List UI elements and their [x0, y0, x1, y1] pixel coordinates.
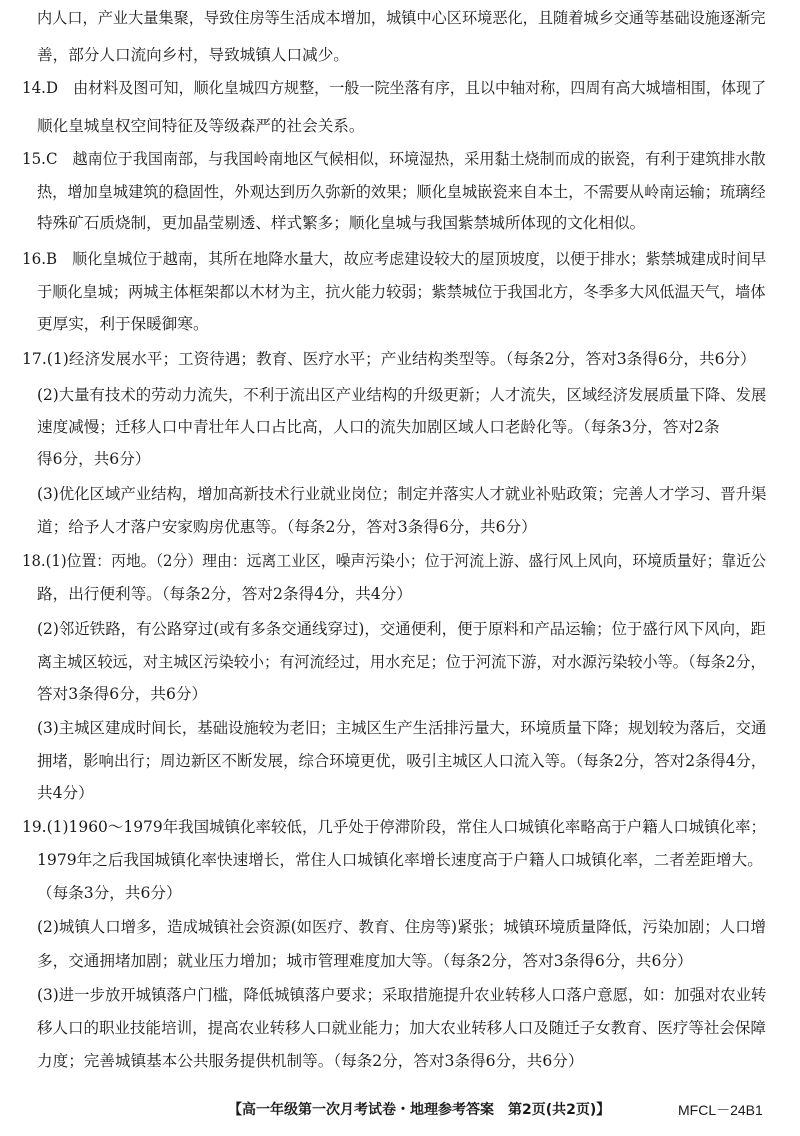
text-line: 顺化皇城皇权空间特征及等级森严的社会关系。 [37, 117, 365, 135]
text-line: 15.C 越南位于我国南部，与我国岭南地区气候相似，环境湿热，采用黏土烧制而成的嵌瓷，有利于建筑排水散 [22, 150, 766, 168]
text-line: 善，部分人口流向乡村，导致城镇人口减少。 [37, 46, 349, 64]
text-line: （每条3分，共6分） [37, 884, 182, 902]
text-line: (2)城镇人口增多，造成城镇社会资源(如医疗、教育、住房等)紧张；城镇环境质量降低，污染加剧；人口增 [37, 918, 766, 936]
text-line: 道；给予人才落户安家购房优惠等。（每条2分，答对3条得6分，共6分） [37, 518, 537, 536]
text-line: (2)邻近铁路，有公路穿过(或有多条交通线穿过)，交通便利，便于原料和产品运输；位于盛行风下风向，距 [37, 620, 766, 638]
text-line: 14.D 由材料及图可知，顺化皇城四方规整，一般一院坐落有序，且以中轴对称，四周有高大城墙相围，体现了 [22, 79, 767, 97]
text-line: 速度减慢；迁移人口中青壮年人口占比高，人口的流失加剧区域人口老龄化等。（每条3分，答对2条 [37, 418, 720, 436]
text-line: 18.(1)位置：丙地。（2分）理由：远离工业区，噪声污染小；位于河流上游、盛行风上风向，环境质量好；靠近公 [22, 552, 766, 570]
text-line: 17.(1)经济发展水平；工资待遇；教育、医疗水平；产业结构类型等。（每条2分，答对3条得6分，共6分） [22, 350, 756, 368]
text-line: (3)主城区建成时间长，基础设施较为老旧；主城区生产生活排污量大，环境质量下降；规划较为落后，交通 [37, 719, 767, 737]
text-line: 答对3条得6分，共6分） [37, 685, 208, 703]
text-line: 19.(1)1960～1979年我国城镇化率较低，几乎处于停滞阶段，常住人口城镇化率略高于户籍人口城镇化率； [22, 818, 767, 836]
text-line: 路，出行便利等。（每条2分，答对2条得4分，共4分） [37, 585, 412, 603]
text-line: 特殊矿石质烧制，更加晶莹剔透、样式繁多；顺化皇城与我国紫禁城所体现的文化相似。 [37, 214, 646, 232]
text-line: 更厚实，利于保暖御寒。 [37, 315, 209, 333]
footer-code: MFCL－24B1 [678, 1102, 763, 1118]
text-line: 力度；完善城镇基本公共服务提供机制等。（每条2分，答对3条得6分，共6分） [37, 1052, 584, 1070]
text-line: 共4分） [37, 784, 94, 802]
text-line: 拥堵，影响出行；周边新区不断发展，综合环境更优，吸引主城区人口流入等。（每条2分，答对2条得4分， [37, 752, 767, 770]
text-line: 内人口，产业大量集聚，导致住房等生活成本增加，城镇中心区环境恶化，且随着城乡交通等基础设施逐渐完 [37, 9, 766, 27]
text-line: 热，增加皇城建筑的稳固性，外观达到历久弥新的效果；顺化皇城嵌瓷来自本土，不需要从岭南运输；琉璃经 [37, 183, 766, 201]
text-line: 得6分，共6分） [37, 450, 151, 468]
text-line: (3)优化区域产业结构，增加高新技术行业就业岗位；制定并落实人才就业补贴政策；完善人才学习、晋升渠 [37, 485, 767, 503]
footer-title: 【高一年级第一次月考试卷・地理参考答案 第2页(共2页)】 [228, 1102, 611, 1118]
text-line: 于顺化皇城；两城主体框架都以木材为主，抗火能力较弱；紫禁城位于我国北方，冬季多大风低温天气，墙体 [37, 283, 766, 301]
text-line: 16.B 顺化皇城位于越南，其所在地降水量大，故应考虑建设较大的屋顶坡度，以便于排水；紫禁城建成时间早 [22, 250, 767, 268]
text-line: (2)大量有技术的劳动力流失，不利于流出区产业结构的升级更新；人才流失，区域经济发展质量下降、发展 [37, 386, 767, 404]
text-line: 多，交通拥堵加剧；就业压力增加；城市管理难度加大等。（每条2分，答对3条得6分，共6分） [37, 952, 693, 970]
text-line: 离主城区较远，对主城区污染较小；有河流经过，用水充足；位于河流下游，对水源污染较小等。（每条2分， [37, 653, 766, 671]
text-line: (3)进一步放开城镇落户门槛，降低城镇落户要求；采取措施提升农业转移人口落户意愿，如：加强对农业转 [37, 986, 767, 1004]
page-footer [0, 1099, 800, 1121]
text-line: 移人口的职业技能培训，提高农业转移人口就业能力；加大农业转移人口及随迁子女教育、医疗等社会保障 [37, 1019, 766, 1037]
text-line: 1979年之后我国城镇化率快速增长，常住人口城镇化率增长速度高于户籍人口城镇化率，二者差距增大。 [37, 851, 763, 869]
